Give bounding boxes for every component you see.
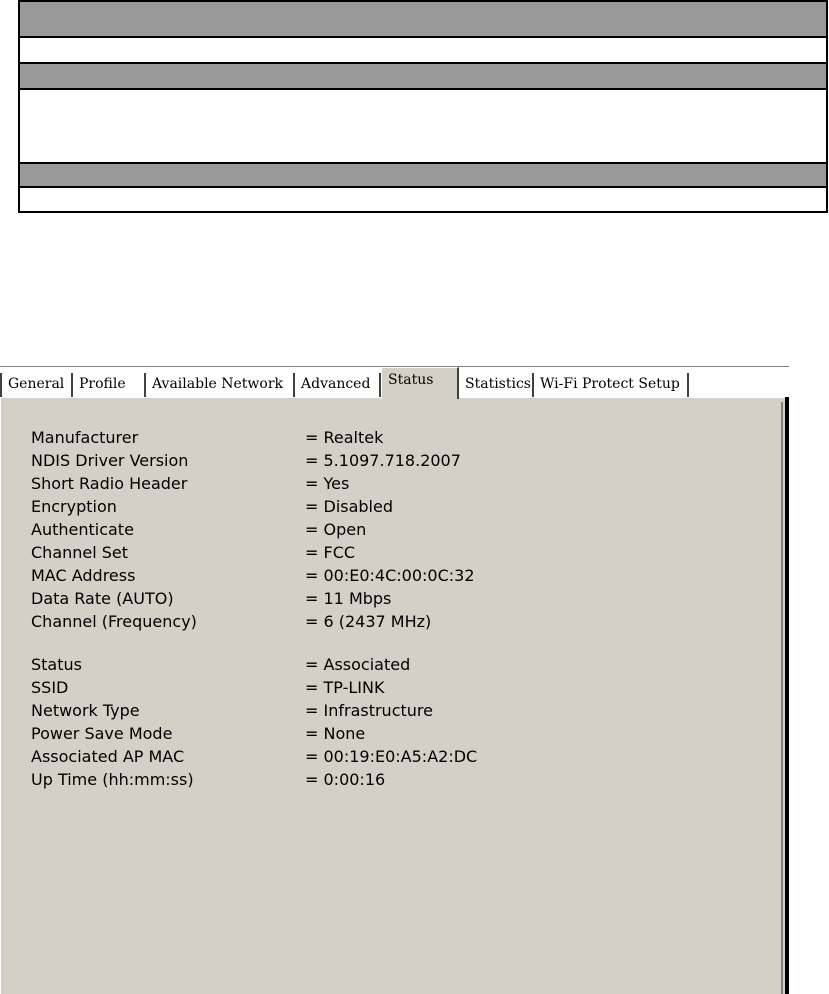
wireless-utility-dialog bbox=[0, 362, 829, 994]
info-value: = TP-LINK bbox=[305, 678, 385, 697]
info-value: = 5.1097.718.2007 bbox=[305, 451, 461, 470]
tab-general[interactable]: General bbox=[0, 373, 73, 397]
info-label: SSID bbox=[31, 678, 69, 697]
tab-available-network[interactable]: Available Network bbox=[146, 373, 295, 397]
tab-wifi-protect-setup[interactable]: Wi-Fi Protect Setup bbox=[534, 373, 689, 397]
info-label: Power Save Mode bbox=[31, 724, 173, 743]
info-label: Encryption bbox=[31, 497, 117, 516]
info-label: Data Rate (AUTO) bbox=[31, 589, 174, 608]
info-value: = None bbox=[305, 724, 366, 743]
info-value: = 00:19:E0:A5:A2:DC bbox=[305, 747, 478, 766]
tab-profile[interactable]: Profile bbox=[73, 373, 146, 397]
info-label: Manufacturer bbox=[31, 428, 139, 447]
info-value: = 00:E0:4C:00:0C:32 bbox=[305, 566, 475, 585]
info-label: MAC Address bbox=[31, 566, 136, 585]
info-value: = 6 (2437 MHz) bbox=[305, 612, 432, 631]
info-label: Network Type bbox=[31, 701, 140, 720]
info-value: = 0:00:16 bbox=[305, 770, 386, 789]
panel-outer-shadow bbox=[785, 397, 789, 994]
info-value: = Associated bbox=[305, 655, 411, 674]
top-table bbox=[18, 0, 828, 213]
info-label: Authenticate bbox=[31, 520, 134, 539]
info-value: = Disabled bbox=[305, 497, 393, 516]
table-row bbox=[18, 38, 828, 62]
info-value: = Realtek bbox=[305, 428, 384, 447]
panel-inner-shadow bbox=[781, 402, 783, 994]
tab-strip bbox=[0, 362, 789, 398]
info-label: Short Radio Header bbox=[31, 474, 188, 493]
info-label: Associated AP MAC bbox=[31, 747, 185, 766]
info-value: = Open bbox=[305, 520, 367, 539]
info-label: Up Time (hh:mm:ss) bbox=[31, 770, 194, 789]
table-row bbox=[18, 188, 828, 213]
table-header-bar bbox=[18, 162, 828, 188]
info-label: NDIS Driver Version bbox=[31, 451, 189, 470]
info-value: = FCC bbox=[305, 543, 356, 562]
info-label: Status bbox=[31, 655, 82, 674]
info-label: Channel (Frequency) bbox=[31, 612, 197, 631]
info-value: = Yes bbox=[305, 474, 350, 493]
info-label: Channel Set bbox=[31, 543, 129, 562]
info-value: = 11 Mbps bbox=[305, 589, 392, 608]
info-value: = Infrastructure bbox=[305, 701, 433, 720]
tab-status[interactable]: Status bbox=[381, 367, 459, 399]
tab-statistics[interactable]: Statistics bbox=[459, 373, 534, 397]
table-header-bar bbox=[18, 62, 828, 90]
table-header-bar bbox=[18, 0, 828, 38]
table-row bbox=[18, 90, 828, 162]
tab-advanced[interactable]: Advanced bbox=[295, 373, 381, 397]
